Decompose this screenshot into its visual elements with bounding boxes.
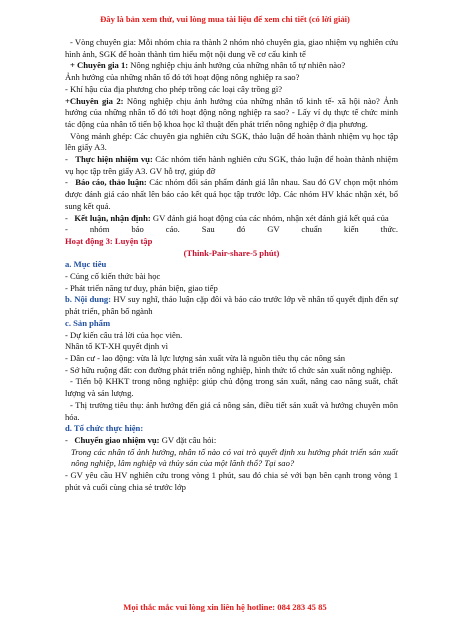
document-body [65,37,398,493]
product-item: - Dân cư - lao động: vừa là lực lượng sản xuất vừa là nguồn tiêu thụ các nông sản [65,352,346,363]
activity-3-subtitle: (Think-Pair-share-5 phút) [183,247,280,258]
perform-task-label: Thực hiện nhiệm vụ: [75,154,153,165]
paragraph-expert-1 [65,60,398,72]
paragraph-instructions: - GV yêu cầu HV nghiên cứu trong vòng 1 phút, sau đó chia sẻ với bạn bên cạnh trong vòng 1 phút và cuối cùng chia sẻ trước lớp [65,470,398,492]
conclusion-label: Kết luận, nhận định: [74,212,151,223]
product-item: - Sở hữu ruộng đất: con đường phát triển nông nghiệp, hình thức tổ chức sản xuất nông nghiệp. [65,364,393,375]
paragraph-conclusion: - Kết luận, nhận định: GV đánh giá hoạt động của các nhóm, nhận xét đánh giá kết quả của [65,212,389,223]
objective-item: - Củng cố kiến thức bài học [65,271,161,282]
paragraph-perform-task: - Thực hiện nhiệm vụ: Các nhóm tiến hành nghiên cứu SGK, thảo luận để hoàn thành nhiệm vụ học tập trên giấy A3. GV hỗ trợ, giúp đỡ [65,154,399,176]
paragraph-jigsaw-round: Vòng mảnh ghép: Các chuyên gia nghiên cứu SGK, thảo luận để hoàn thành nhiệm vụ học tập lên giấy A3. [65,130,398,153]
product-item: Nhân tố KT-XH quyết định vì [65,341,169,352]
preview-banner: Đây là bản xem thử, vui lòng mua tài liệu để xem chi tiết (có lời giải) [100,14,350,24]
section-c-heading: c. Sản phẩm [65,317,111,328]
section-a-heading: a. Mục tiêu [65,259,107,270]
perform-task-text: Các nhóm tiến hành nghiên cứu SGK, thảo luận để hoàn thành nhiệm vụ học tập trên giấy A3. GV hỗ trợ, giúp đỡ [65,154,399,176]
paragraph-expert-1-q2: Ảnh hưởng của những nhân tố đó tới hoạt động nông nghiệp ra sao? [65,72,300,83]
product-item: - Tiến bộ KHKT trong nông nghiệp: giúp chủ động trong sản xuất, nâng cao năng suất, chất lượng và sản lượng. [65,376,398,399]
paragraph-expert-round: - Vòng chuyên gia: Mỗi nhóm chia ra thành 2 nhóm nhỏ chuyên gia, giao nhiệm vụ nghiên cứu hình ảnh, SGK để hoàn thành tìm hiểu một nội dung về cơ cấu kinh tế [65,37,398,59]
assign-task-label: Chuyển giao nhiệm vụ: [74,434,160,445]
product-item: - Thị trường tiêu thụ: ảnh hưởng đến giá cả nông sản, điều tiết sản xuất và hướng chuyên môn hóa. [65,399,398,422]
paragraph-report-discuss: - Báo cáo, thảo luận: Các nhóm đổi sản phẩm đánh giá lẫn nhau. Sau đó GV chọn một nhóm được đánh giá cáo nhất lên báo cáo kết quả học tập trước lớp. Các nhóm HV khác nhận xét, bổ sung kết quả. [65,177,399,211]
expert-1-text: Nông nghiệp chịu ảnh hưởng của những nhân tố tự nhiên nào? [128,60,346,71]
objective-item: - Phát triển năng tư duy, phản biện, giao tiếp [65,282,218,293]
question-italic [65,447,398,470]
section-b-text: HV suy nghĩ, thảo luận cặp đôi và báo cáo trước lớp về nhân tố quyết định đến sự phát triển, phân bố ngành [65,294,398,317]
question-text: Trong các nhân tố ảnh hưởng, nhân tố nào có vai trò quyết định xu hướng phát triển sản xuất nông nghiệp, lâm nghiệp và thủy sản của một lãnh thổ? Tại sao? [71,446,398,469]
expert-2-label: +Chuyên gia 2: [65,95,124,106]
section-d-heading: d. Tổ chức thực hiện: [65,423,144,434]
product-item: - Dự kiến câu trả lời của học viên. [65,329,183,340]
paragraph-group-report: - nhóm báo cáo. Sau đó GV chuẩn kiến thức. [65,224,398,235]
expert-2-text: Nông nghiệp chịu ảnh hưởng của những nhân tố kinh tế- xã hội nào? Ảnh hưởng của những nhân tố đó tới hoạt động nông nghiệp ra sao? - Lấy ví dụ thực tế chức minh tác động của nhân tố tiến bộ khoa học kĩ thuật đến phát triển nông nghiệp ở địa phương. [65,95,398,129]
hotline-banner: Mọi thắc mắc vui lòng xin liên hệ hotline: 084 283 45 85 [123,602,327,612]
paragraph-climate-question: - Khí hậu của địa phương cho phép trồng các loại cây trồng gì? [65,83,283,94]
conclusion-text: GV đánh giá hoạt động của các nhóm, nhận xét đánh giá kết quả của [150,212,389,223]
paragraph-expert-2 [65,96,398,131]
paragraph-assign-task: - Chuyển giao nhiệm vụ: GV đặt câu hỏi: [65,434,217,445]
activity-3-title: Hoạt động 3: Luyện tập [65,235,153,246]
section-b-paragraph [65,294,398,317]
report-text: Các nhóm đổi sản phẩm đánh giá lẫn nhau. Sau đó GV chọn một nhóm được đánh giá cáo nhất lên báo cáo kết quả học tập trước lớp. Các nhóm HV khác nhận xét, bổ sung kết quả. [65,177,399,211]
expert-1-label: + Chuyên gia 1: [70,60,129,71]
assign-task-text: GV đặt câu hỏi: [159,434,217,445]
report-label: Báo cáo, thảo luận: [75,177,147,188]
section-b-heading: b. Nội dung: [65,294,112,305]
